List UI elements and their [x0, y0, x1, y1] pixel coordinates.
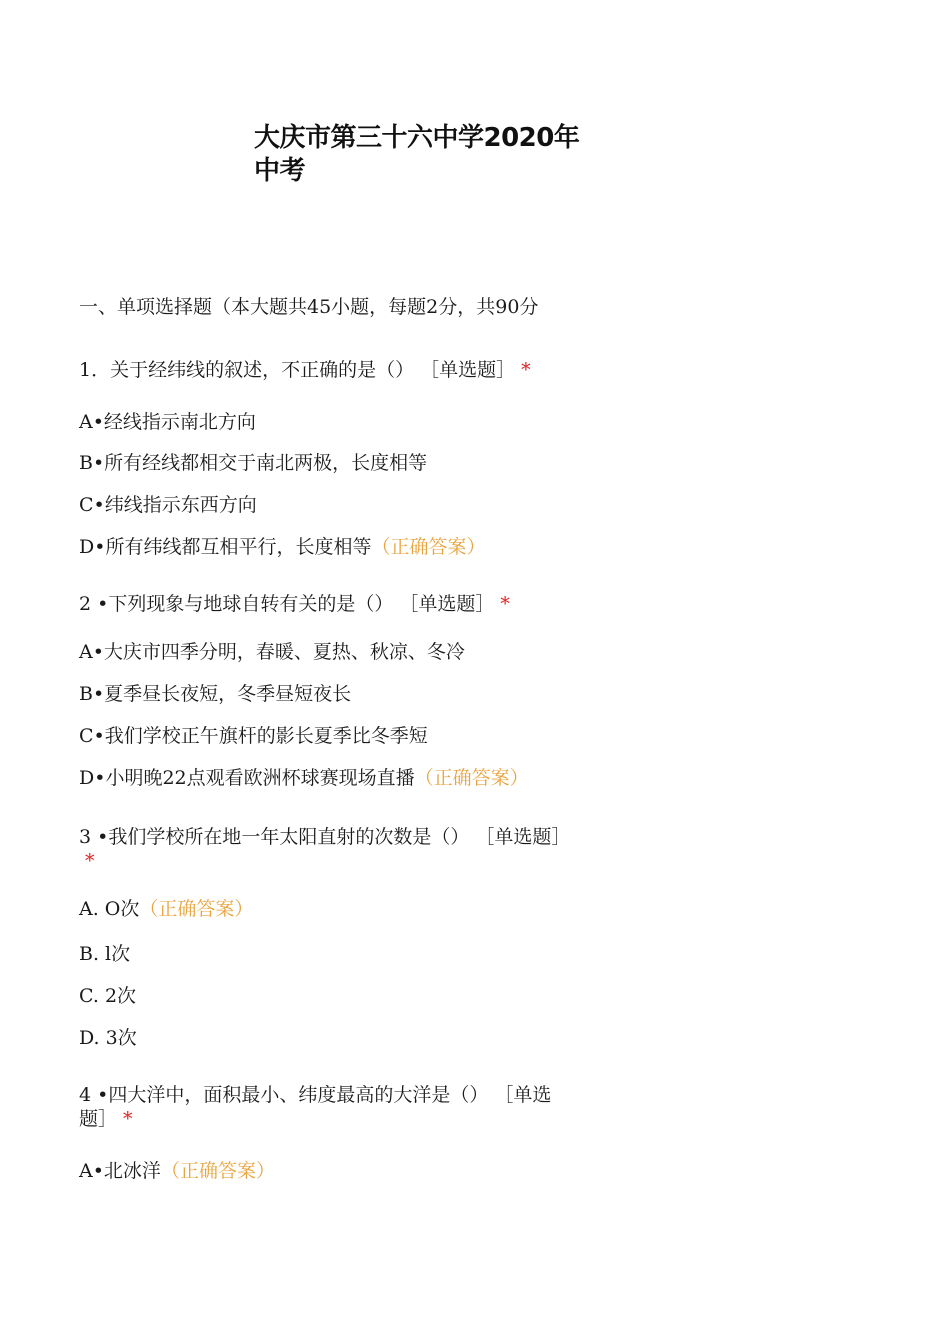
option-text: D•小明晚22点观看欧洲杯球赛现场直播 [79, 767, 415, 789]
question-2-stem [79, 592, 510, 616]
question-stem-text: 2 •下列现象与地球自转有关的是（） ［单选题］ [79, 593, 495, 615]
question-3-stem [79, 825, 579, 873]
question-1-option-a: A•经线指示南北方向 [79, 411, 256, 433]
section-heading: 一、单项选择题（本大题共45小题，每题2分，共90分 [79, 296, 539, 318]
option-text: D•所有纬线都互相平行，长度相等 [79, 536, 372, 558]
question-3-option-b: B. l次 [79, 943, 131, 965]
document-title: 大庆市第三十六中学2020年中考 [254, 123, 580, 186]
question-stem-text: 1．关于经纬线的叙述，不正确的是（） ［单选题］ [79, 359, 516, 381]
required-mark: * [123, 1108, 133, 1130]
question-3-option-d: D. 3次 [79, 1027, 137, 1049]
question-2-option-a: A•大庆市四季分明，春暖、夏热、秋凉、冬冷 [79, 641, 465, 663]
question-1-stem [79, 358, 531, 382]
question-4-stem [79, 1083, 579, 1131]
question-4-option-a [79, 1159, 275, 1183]
correct-answer-mark: （正确答案） [139, 898, 254, 920]
required-mark: * [85, 850, 95, 872]
question-stem-text: 3 •我们学校所在地一年太阳直射的次数是（） ［单选题］ [79, 826, 571, 848]
question-2-option-b: B•夏季昼长夜短，冬季昼短夜长 [79, 683, 352, 705]
question-stem-text: 4 •四大洋中，面积最小、纬度最高的大洋是（） ［单选题］ [79, 1084, 552, 1130]
required-mark: * [500, 593, 510, 615]
question-1-option-c: C•纬线指示东西方向 [79, 494, 257, 516]
question-1-option-d [79, 535, 485, 559]
option-text: A•北冰洋 [79, 1160, 161, 1182]
correct-answer-mark: （正确答案） [414, 767, 529, 789]
question-2-option-c: C•我们学校正午旗杆的影长夏季比冬季短 [79, 725, 428, 747]
question-3-option-c: C. 2次 [79, 985, 137, 1007]
question-3-option-a [79, 897, 253, 921]
question-1-option-b: B•所有经线都相交于南北两极，长度相等 [79, 452, 428, 474]
correct-answer-mark: （正确答案） [371, 536, 486, 558]
question-2-option-d [79, 766, 529, 790]
option-text: A. O次 [79, 898, 140, 920]
required-mark: * [521, 359, 531, 381]
correct-answer-mark: （正确答案） [160, 1160, 275, 1182]
